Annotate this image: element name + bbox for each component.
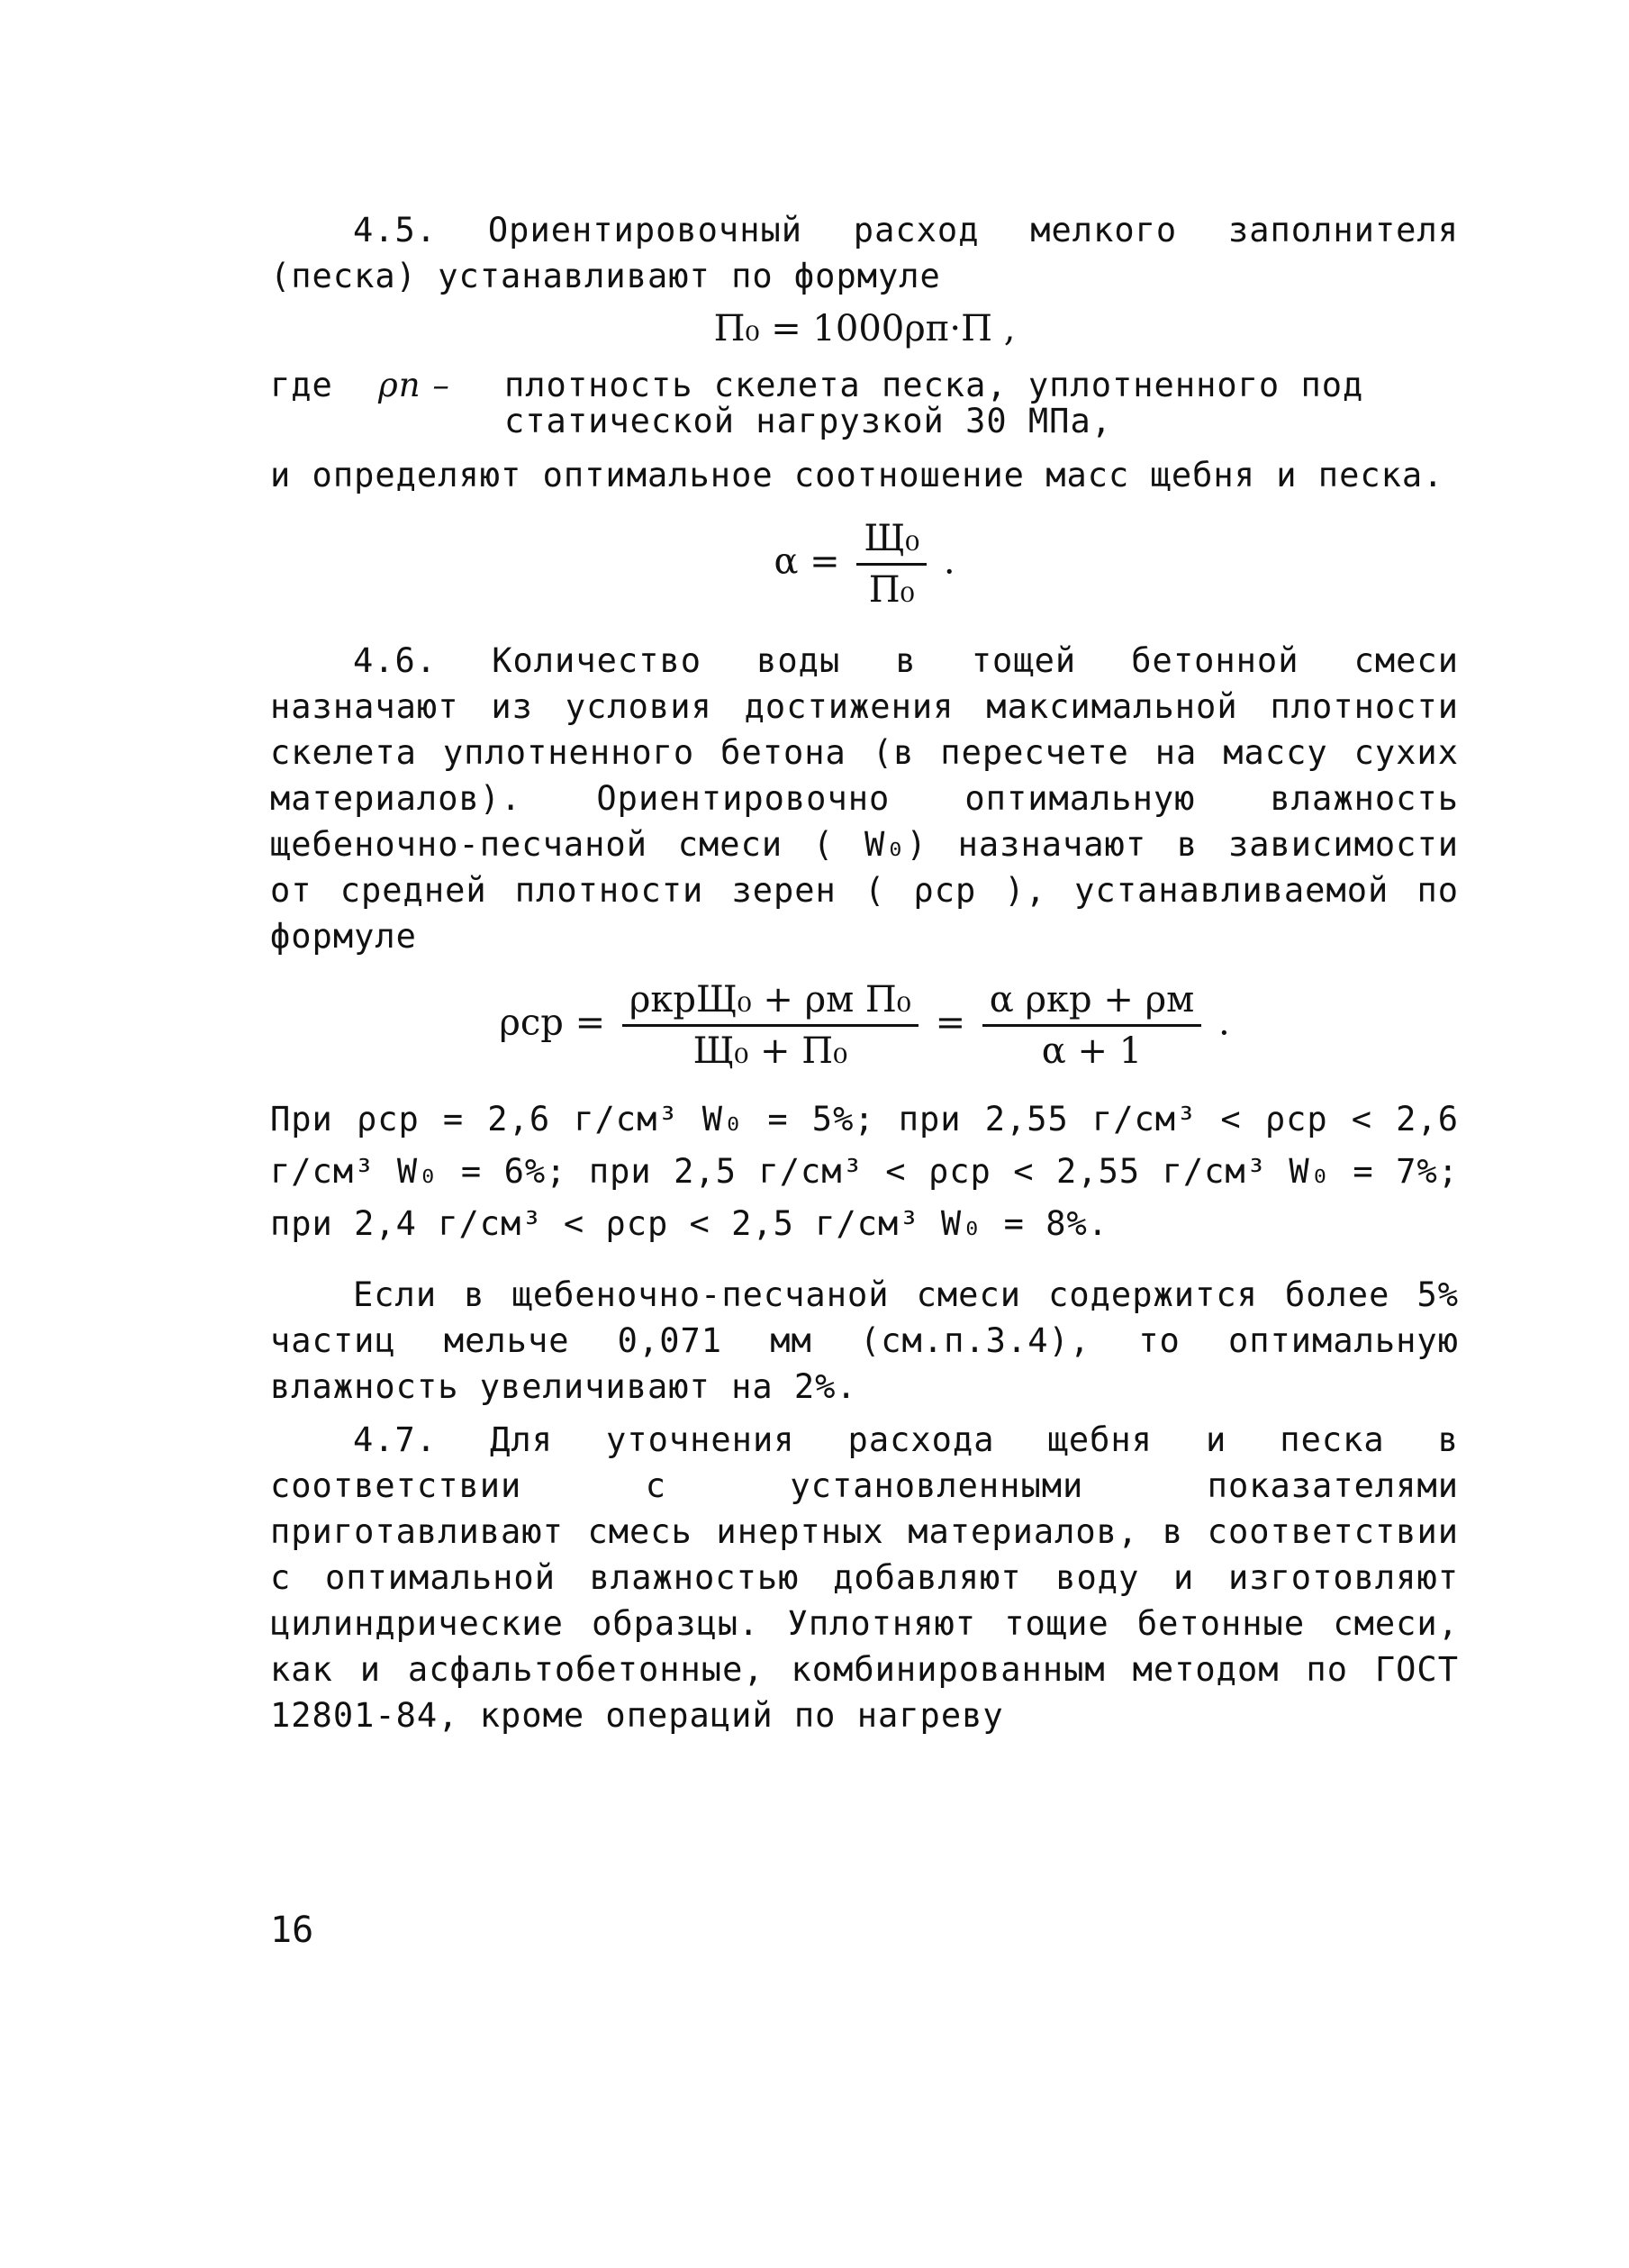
where-label: где: [270, 366, 333, 404]
paragraph-4-5: 4.5. Ориентировочный расход мелкого заполнителя (песка) устанавливают по формуле: [270, 211, 1459, 295]
density-fraction-2: [982, 979, 1201, 1072]
formula-average-density: [270, 979, 1459, 1072]
density-numerator-1: ρкрЩ₀ + ρм П₀: [622, 979, 919, 1027]
alpha-denominator: П₀: [868, 569, 915, 611]
density-lhs: ρср =: [499, 1002, 606, 1044]
density-denominator-1: Щ₀ + П₀: [692, 1030, 848, 1072]
paragraph-fines-note: Если в щебеночно-песчаной смеси содержится более 5% частиц мельче 0,071 мм (см.п.3.4), то оптимальную влажность увеличивают на 2%.: [270, 1275, 1459, 1406]
paragraph-moisture-cases: При ρср = 2,6 г/см³ W₀ = 5%; при 2,55 г/см³ < ρср < 2,6 г/см³ W₀ = 6%; при 2,5 г/см³ < ρср < 2,55 г/см³ W₀ = 7%; при 2,4 г/см³ < ρср < 2,5 г/см³ W₀ = 8%.: [270, 1100, 1459, 1243]
alpha-lhs: α =: [774, 540, 840, 583]
paragraph-4-6: 4.6. Количество воды в тощей бетонной смеси назначают из условия достижения максимальной плотности скелета уплотненного бетона (в пересчете на массу сухих материалов). Ориентировочно оптимальную влажность щебеночно-песчаной смеси ( W₀) назначают в зависимости от средней плотности зерен ( ρср ), устанавливаемой по формуле: [270, 641, 1459, 956]
formula-alpha: [270, 518, 1459, 611]
where-text: плотность скелета песка, уплотненного под статической нагрузкой 30 МПа,: [504, 366, 1364, 440]
density-denominator-2: α + 1: [1041, 1030, 1143, 1072]
where-clause: [270, 367, 1459, 440]
density-equals: =: [935, 1002, 966, 1044]
alpha-end: .: [943, 540, 955, 583]
formula-sand-consumption: П₀ = 1000ρп·П ,: [713, 308, 1016, 349]
page-number: 16: [270, 1910, 314, 1951]
alpha-fraction: [856, 518, 927, 611]
where-symbol: ρп –: [378, 366, 450, 404]
paragraph-4-7: 4.7. Для уточнения расхода щебня и песка в соответствии с установленными показателями приготавливают смесь инертных материалов, в соответствии с оптимальной влажностью добавляют воду и изготовляют цилиндрические образцы. Уплотняют тощие бетонные смеси, как и асфальтобетонные, комбинированным методом по ГОСТ 12801-84, кроме операций по нагреву: [270, 1420, 1459, 1735]
density-fraction-1: [622, 979, 919, 1072]
paragraph-ratio-intro: и определяют оптимальное соотношение масс щебня и песка.: [270, 456, 1444, 494]
density-end: .: [1217, 1002, 1230, 1044]
page-content: [270, 207, 1459, 1738]
density-numerator-2: α ρкр + ρм: [982, 979, 1201, 1027]
alpha-numerator: Щ₀: [856, 518, 927, 566]
